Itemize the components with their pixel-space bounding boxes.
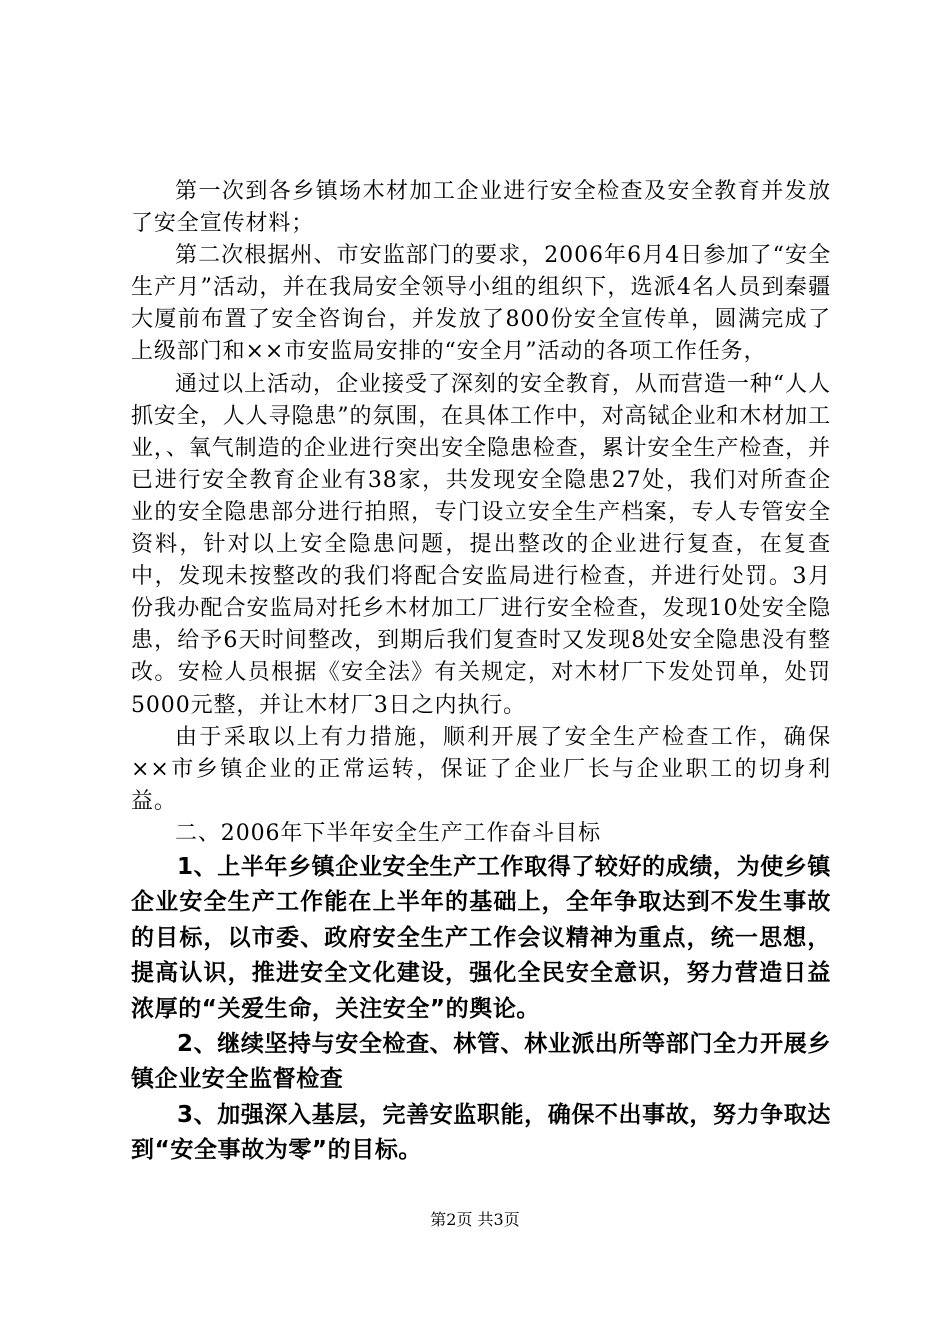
- goal-item-2: 2、继续坚持与安全检查、林管、林业派出所等部门全力开展乡镇企业安全监督检查: [131, 1031, 831, 1093]
- goal-item-1: 1、上半年乡镇企业安全生产工作取得了较好的成绩，为使乡镇企业安全生产工作能在上半年的基础上，全年争取达到不发生事故的目标，以市委、政府安全生产工作会议精神为重点，统一思想，提高认识，推进安全文化建设，强化全民安全意识，努力营造日益浓厚的“关爱生命，关注安全”的舆论。: [131, 853, 831, 1022]
- section-heading-goals: 二、2006年下半年安全生产工作奋斗目标: [175, 820, 601, 846]
- paragraph-first-activity: 第一次到各乡镇场木材加工企业进行安全检查及安全教育并发放了安全宣传材料；: [131, 179, 831, 237]
- page-number-footer: 第2页 共3页: [430, 1210, 520, 1229]
- paragraph-activity-results: 通过以上活动，企业接受了深刻的安全教育，从而营造一种“人人抓安全，人人寻隐患”的氛围，在具体工作中，对高铽企业和木材加工业，、氧气制造的企业进行突出安全隐患检查，累计安全生产检查，并已进行安全教育企业有38家，共发现安全隐患27处，我们对所查企业的安全隐患部分进行拍照，专门设立安全生产档案，专人专管安全资料，针对以上安全隐患问题，提出整改的企业进行复查，在复查中，发现未按整改的我们将配合安监局进行检查，并进行处罚。3月份我办配合安监局对托乡木材加工厂进行安全检查，发现10处安全隐患，给予6天时间整改，到期后我们复查时又发现8处安全隐患没有整改。安检人员根据《安全法》有关规定，对木材厂下发处罚单，处罚5000元整，并让木材厂3日之内执行。: [131, 371, 831, 718]
- paragraph-second-activity: 第二次根据州、市安监部门的要求，2006年6月4日参加了“安全生产月”活动，并在我局安全领导小组的组织下，选派4名人员到秦疆大厦前布置了安全咨询台，并发放了800份安全宣传单，圆满完成了上级部门和××市安监局安排的“安全月”活动的各项工作任务，: [131, 243, 831, 365]
- goal-item-3: 3、加强深入基层，完善安监职能，确保不出事故，努力争取达到“安全事故为零”的目标。: [131, 1101, 831, 1164]
- document-body: [131, 176, 831, 1169]
- paragraph-summary: 由于采取以上有力措施，顺利开展了安全生产检查工作，确保××市乡镇企业的正常运转，保证了企业厂长与企业职工的切身利益。: [131, 724, 831, 814]
